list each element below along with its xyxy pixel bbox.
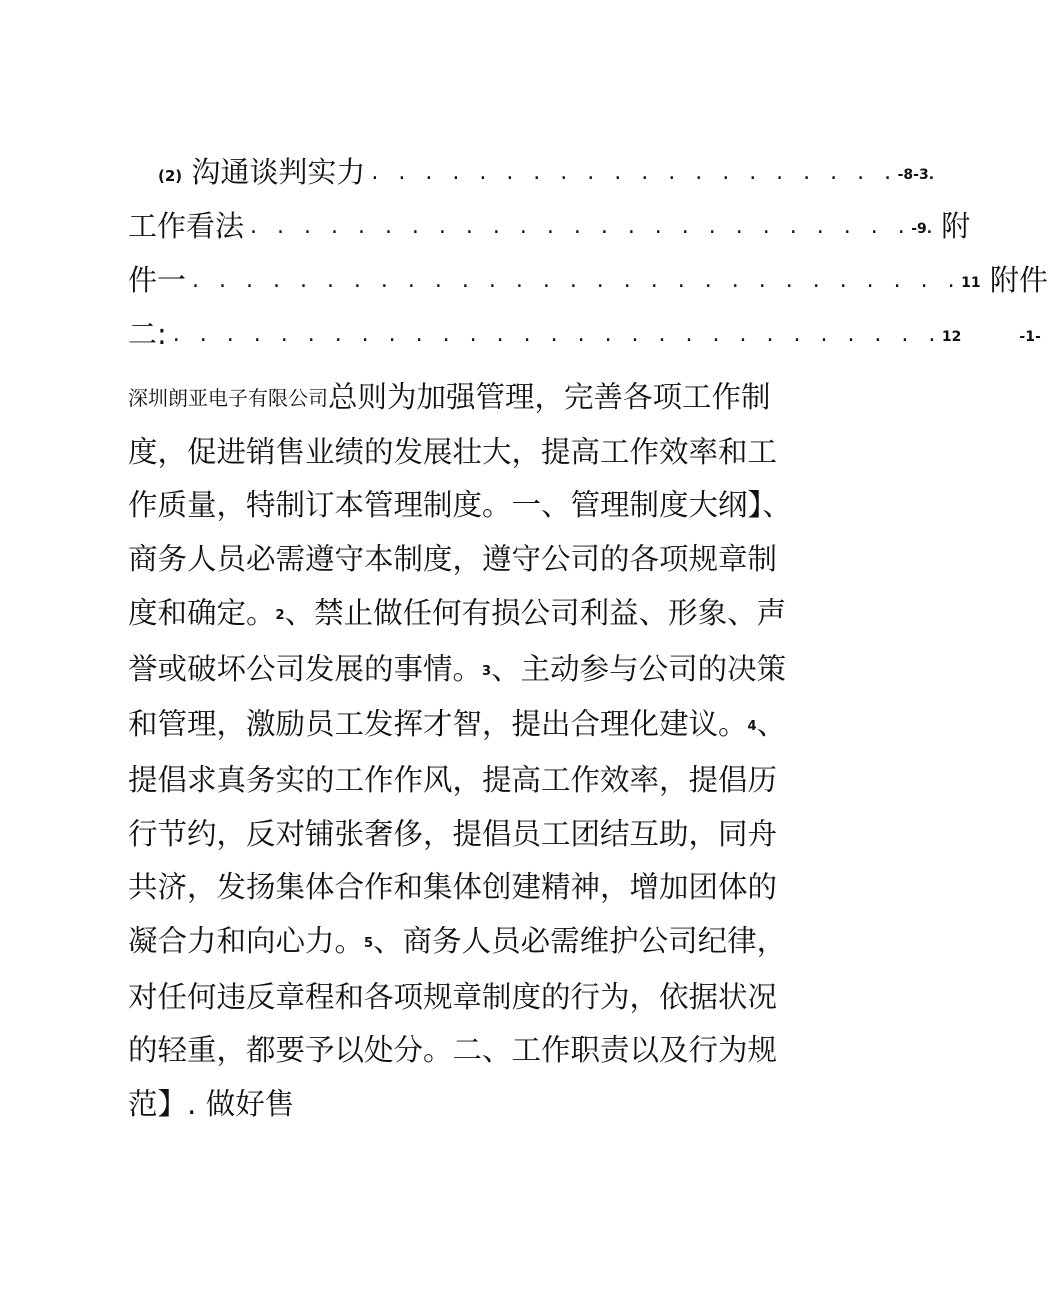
item-text: 、提倡求真务实的工作作风，提高工作效率，提倡历行节约，反对铺张奢侈，提倡员工团结互助，同舟共济，发扬集体合作和集体创建精神，增加团体的凝合力和向心力。 (128, 707, 787, 959)
item-number: 5 (364, 936, 374, 952)
item-number: 3 (482, 663, 492, 679)
toc-leader-dots: . . . . . . . . . . . . . . . . . . . . . . . . . (250, 214, 912, 239)
toc-next-entry-fragment: 附 (941, 209, 971, 243)
general-rules-text: 总则为加强管理，完善各项工作制度，促进销售业绩的发展壮大，提高工作效率和工作质量，特制订本管理制度。一、管理制度大纲】、商务人员必需遵守本制度，遵守公司的各项规章制度和确定。 (128, 380, 792, 630)
toc-entry-appendix-one (128, 253, 1048, 307)
toc-leader-dots: . . . . . . . . . . . . . . . . . . . . . . . . . . . . . (192, 268, 962, 293)
toc-entry-title: 二: (128, 317, 167, 351)
toc-next-entry-number: 3. (919, 167, 935, 183)
toc-leader-dots: . . . . . . . . . . . . . . . . . . . . . . . . . . . . . (172, 322, 942, 347)
toc-entry-negotiation (128, 145, 935, 199)
body-paragraph (128, 371, 793, 1132)
page-footer-number: -1- (1019, 329, 1041, 345)
toc-page-number: -8- (897, 167, 919, 183)
toc-page-number: -9. (911, 221, 933, 237)
item-number: 2 (275, 607, 285, 623)
company-name: 深圳朗亚电子有限公司 (128, 386, 328, 410)
item-text: 、商务人员必需维护公司纪律，对任何违反章程和各项规章制度的行为，依据状况的轻重，都要予以处分。二、工作职责以及行为规范】. 做好售 (128, 924, 787, 1122)
table-of-contents (128, 145, 1048, 361)
toc-page-number: 12 (941, 329, 962, 345)
toc-entry-work-view (128, 199, 971, 253)
item-number: 4 (747, 719, 757, 735)
toc-entry-title: 件一 (128, 263, 187, 297)
toc-next-entry-fragment: 附件 (989, 263, 1048, 297)
item-text: 、禁止做任何有损公司利益、形象、声誉或破坏公司发展的事情。 (128, 595, 787, 686)
toc-entry-number: (2) (158, 167, 183, 185)
toc-entry-title: 工作看法 (128, 209, 245, 243)
toc-entry-appendix-two (128, 307, 1041, 361)
item-text: 、主动参与公司的决策和管理，激励员工发挥才智，提出合理化建议。 (128, 651, 787, 742)
toc-entry-title: 沟通谈判实力 (191, 155, 366, 189)
toc-leader-dots: . . . . . . . . . . . . . . . . . . . . (371, 160, 898, 185)
toc-page-number: 11 (961, 275, 981, 291)
